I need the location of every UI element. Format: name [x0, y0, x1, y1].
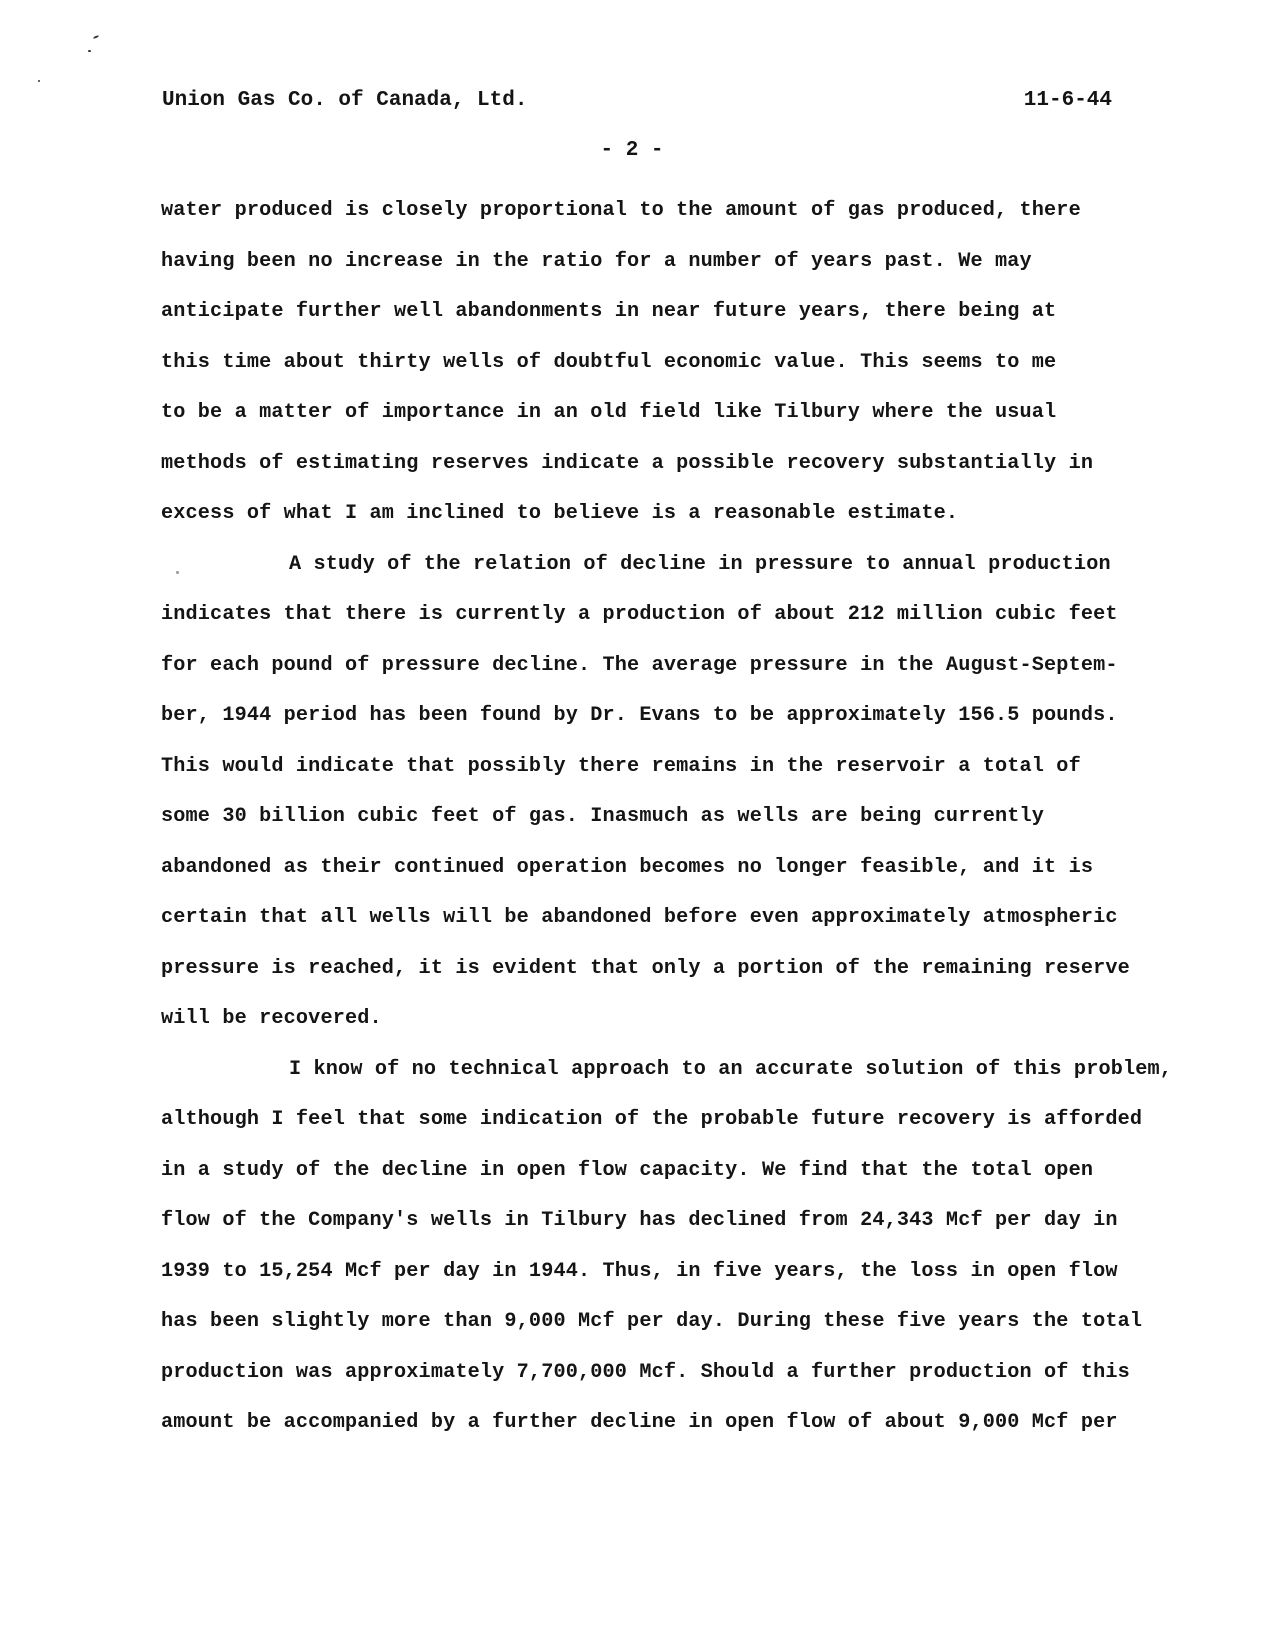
company-name: Union Gas Co. of Canada, Ltd. [162, 89, 528, 112]
text-line: indicates that there is currently a production of about 212 million cubic feet [161, 603, 1118, 626]
paragraph-first-line: A study of the relation of decline in pressure to annual production [289, 552, 1111, 576]
text-line: although I feel that some indication of the probable future recovery is afforded [161, 1108, 1143, 1131]
text-line: pressure is reached, it is evident that only a portion of the remaining reserve [161, 956, 1130, 980]
text-line: has been slightly more than 9,000 Mcf per day. During these five years the total [161, 1310, 1143, 1333]
text-line: to be a matter of importance in an old field like Tilbury where the usual [161, 401, 1057, 424]
text-line: excess of what I am inclined to believe is a reasonable estimate. [161, 502, 959, 525]
text-line: some 30 billion cubic feet of gas. Inasmuch as wells are being currently [161, 805, 1045, 828]
letter-body [161, 196, 1173, 1459]
text-line: having been no increase in the ratio for a number of years past. We may [161, 249, 1032, 273]
text-line: amount be accompanied by a further decline in open flow of about 9,000 Mcf per [161, 1411, 1118, 1434]
text-line: anticipate further well abandonments in near future years, there being at [161, 300, 1057, 323]
text-line: abandoned as their continued operation becomes no longer feasible, and it is [161, 855, 1094, 879]
text-line: ber, 1944 period has been found by Dr. Evans to be approximately 156.5 pounds. [161, 704, 1118, 727]
text-line: flow of the Company's wells in Tilbury has declined from 24,343 Mcf per day in [161, 1209, 1118, 1232]
text-line: in a study of the decline in open flow capacity. We find that the total open [161, 1158, 1094, 1182]
scan-speck [38, 80, 40, 82]
page-number: - 2 - [600, 139, 664, 162]
letter-date: 11-6-44 [1023, 89, 1112, 112]
text-line: will be recovered. [161, 1007, 382, 1030]
scan-speck [93, 35, 99, 39]
text-line: production was approximately 7,700,000 Mcf. Should a further production of this [161, 1360, 1130, 1384]
scan-speck [88, 50, 91, 52]
text-line: 1939 to 15,254 Mcf per day in 1944. Thus, in five years, the loss in open flow [161, 1259, 1118, 1283]
text-line: certain that all wells will be abandoned before even approximately atmospheric [161, 906, 1118, 929]
paragraph-first-line: I know of no technical approach to an accurate solution of this problem, [289, 1057, 1173, 1081]
text-line: methods of estimating reserves indicate a possible recovery substantially in [161, 451, 1094, 475]
text-line: This would indicate that possibly there remains in the reservoir a total of [161, 754, 1081, 778]
text-line: this time about thirty wells of doubtful economic value. This seems to me [161, 350, 1057, 374]
text-line: for each pound of pressure decline. The average pressure in the August-Septem- [161, 653, 1118, 677]
text-line: water produced is closely proportional to the amount of gas produced, there [161, 199, 1081, 222]
